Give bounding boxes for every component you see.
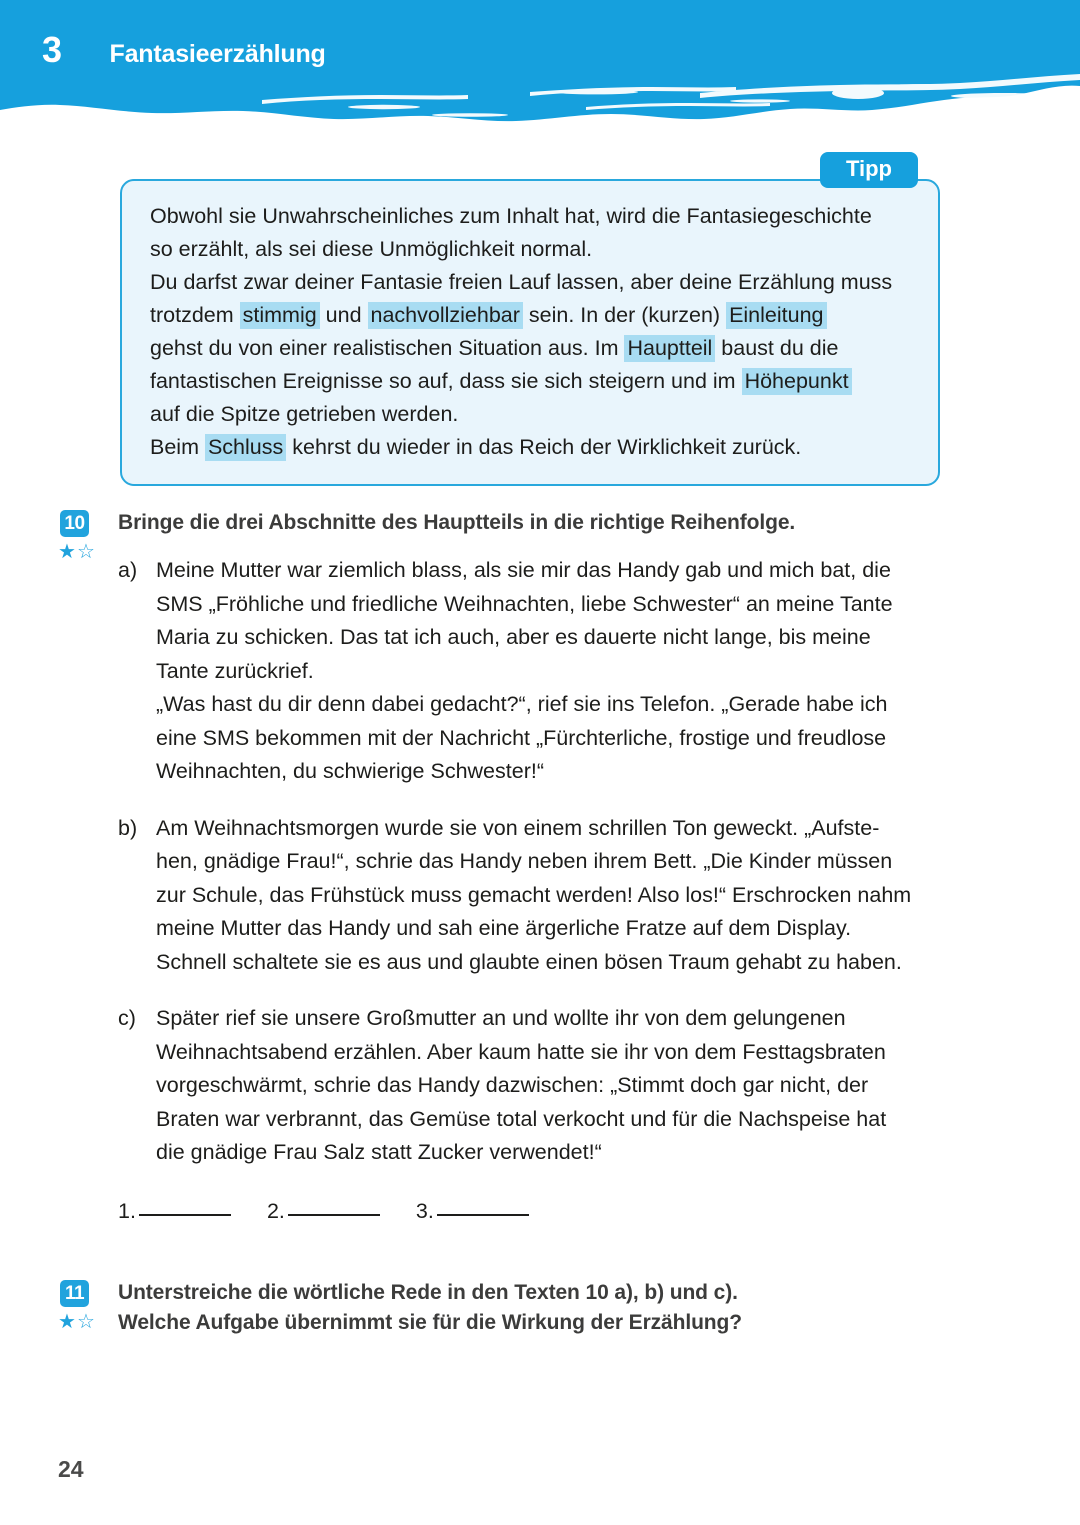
tipp-text-segment: gehst du von einer realistischen Situation aus. Im <box>150 336 625 360</box>
tipp-text-segment: Du darfst zwar deiner Fantasie freien Lauf lassen, aber deine Erzählung muss <box>150 270 893 294</box>
exercise-10 <box>0 508 1080 1226</box>
passage-text-line: meine Mutter das Handy und sah eine ärgerliche Fratze auf dem Display. <box>156 916 852 940</box>
passage-label: b) <box>118 815 138 840</box>
answer-slot-blank[interactable] <box>139 1213 231 1216</box>
passage-text-line: Meine Mutter war ziemlich blass, als sie mir das Handy gab und mich bat, die <box>156 558 891 582</box>
exercise-11-marker <box>58 1278 104 1332</box>
answer-slot-blank[interactable] <box>288 1213 380 1216</box>
answer-slot-blank[interactable] <box>437 1213 529 1216</box>
passage-text-line: hen, gnädige Frau!“, schrie das Handy neben ihrem Bett. „Die Kinder müssen <box>156 849 893 873</box>
exercise-11-instruction-line-1: Unterstreiche die wörtliche Rede in den Texten 10 a), b) und c). <box>118 1281 738 1304</box>
tipp-text-segment: fantastischen Ereignisse so auf, dass sie sich steigern und im <box>150 369 742 393</box>
highlighted-term: nachvollziehbar <box>368 302 523 329</box>
answer-slot-number: 2. <box>266 1198 285 1223</box>
passage-text-line: Tante zurückrief. <box>156 658 314 683</box>
tipp-text-segment: sein. In der (kurzen) <box>522 303 727 327</box>
exercise-11-number-badge: 11 <box>58 1278 91 1309</box>
page-title: Fantasieerzählung <box>109 40 326 68</box>
star-empty-icon: ☆ <box>76 541 95 563</box>
tipp-text-segment: trotzdem <box>150 303 240 327</box>
passage-label: c) <box>118 1006 136 1030</box>
exercise-11 <box>0 1278 1080 1338</box>
tipp-text-line <box>150 365 910 398</box>
passage-text-line: die gnädige Frau Salz statt Zucker verwendet!“ <box>156 1140 602 1164</box>
star-filled-icon: ★ <box>58 541 76 563</box>
exercise-10-marker <box>58 508 104 562</box>
passage-text-line: Am Weihnachtsmorgen wurde sie von einem schrillen Ton geweckt. „Aufste- <box>156 815 880 840</box>
tipp-text-segment: und <box>319 303 368 327</box>
passage-text-line: Maria zu schicken. Das tat ich auch, aber es dauerte nicht lange, bis meine <box>156 625 871 649</box>
tipp-text-segment: auf die Spitze getrieben werden. <box>150 402 459 426</box>
answer-slot-number: 3. <box>415 1198 434 1223</box>
tipp-box-body <box>120 179 940 486</box>
highlighted-term: Hauptteil <box>624 335 715 362</box>
answer-slot[interactable] <box>416 1196 529 1226</box>
passage-text-line: „Was hast du dir denn dabei gedacht?“, rief sie ins Telefon. „Gerade habe ich <box>156 692 888 716</box>
passage-text <box>156 812 958 980</box>
tipp-text-line <box>150 398 910 431</box>
exercise-10-passages <box>118 554 958 1170</box>
exercise-10-answer-slots[interactable] <box>118 1196 958 1226</box>
passage-text-line: Schnell schaltete sie es aus und glaubte einen bösen Traum gehabt zu haben. <box>156 949 902 974</box>
tipp-text-line <box>150 200 910 233</box>
tipp-text-line <box>150 431 910 464</box>
exercise-11-difficulty-stars <box>58 1312 104 1332</box>
tipp-text-segment: kehrst du wieder in das Reich der Wirklichkeit zurück. <box>286 435 802 459</box>
passage-text-line: Weihnachten, du schwierige Schwester!“ <box>156 759 544 783</box>
star-filled-icon: ★ <box>58 1311 76 1333</box>
highlighted-term: Einleitung <box>726 302 826 329</box>
highlighted-term: Höhepunkt <box>742 368 852 395</box>
exercise-11-body <box>118 1278 958 1338</box>
exercise-10-body <box>118 508 958 1226</box>
star-empty-icon: ☆ <box>76 1311 95 1333</box>
tipp-tab-label: Tipp <box>820 152 918 188</box>
highlighted-term: Schluss <box>205 434 286 461</box>
exercise-11-instruction-line-2: Welche Aufgabe übernimmt sie für die Wirkung der Erzählung? <box>118 1311 742 1334</box>
passage-text <box>156 1002 958 1170</box>
passage-text-line: zur Schule, das Frühstück muss gemacht werden! Also los!“ Erschrocken nahm <box>156 882 912 907</box>
answer-slot-number: 1. <box>118 1198 136 1223</box>
passage-label: a) <box>118 558 138 582</box>
tipp-text-segment: Beim <box>150 435 205 459</box>
answer-slot[interactable] <box>118 1196 231 1226</box>
page-header-banner <box>0 0 1080 128</box>
passage-text-line: Später rief sie unsere Großmutter an und wollte ihr von dem gelungenen <box>156 1006 846 1030</box>
tipp-text-segment: so erzählt, als sei diese Unmöglichkeit normal. <box>150 237 593 261</box>
tipp-callout <box>120 152 940 486</box>
exercise-10-passage <box>118 812 958 980</box>
exercise-10-passage <box>118 554 958 789</box>
exercise-10-passage <box>118 1002 958 1170</box>
passage-text-line: Braten war verbrannt, das Gemüse total verkocht und für die Nachspeise hat <box>156 1106 887 1131</box>
tipp-text-segment: Obwohl sie Unwahrscheinliches zum Inhalt hat, wird die Fantasiegeschichte <box>150 204 872 228</box>
passage-text <box>156 554 958 789</box>
tipp-text <box>150 200 910 464</box>
exercise-10-instruction: Bringe die drei Abschnitte des Hauptteils in die richtige Reihenfolge. <box>118 511 796 534</box>
chapter-number: 3 <box>42 29 62 70</box>
passage-text-line: Weihnachtsabend erzählen. Aber kaum hatte sie ihr von dem Festtagsbraten <box>156 1039 886 1064</box>
exercise-10-difficulty-stars <box>58 542 104 562</box>
tipp-text-line <box>150 233 910 266</box>
page-number: 24 <box>58 1456 84 1482</box>
passage-text-line: vorgeschwärmt, schrie das Handy dazwischen: „Stimmt doch gar nicht, der <box>156 1073 869 1097</box>
exercise-10-number-badge: 10 <box>58 508 91 539</box>
tipp-text-line <box>150 332 910 365</box>
passage-text-line: SMS „Fröhliche und friedliche Weihnachten, liebe Schwester“ an meine Tante <box>156 591 893 616</box>
passage-text-line: eine SMS bekommen mit der Nachricht „Fürchterliche, frostige und freudlose <box>156 725 887 750</box>
answer-slot[interactable] <box>267 1196 380 1226</box>
tipp-text-line <box>150 299 910 332</box>
highlighted-term: stimmig <box>240 302 320 329</box>
tipp-text-line <box>150 266 910 299</box>
tipp-text-segment: baust du die <box>715 336 839 360</box>
